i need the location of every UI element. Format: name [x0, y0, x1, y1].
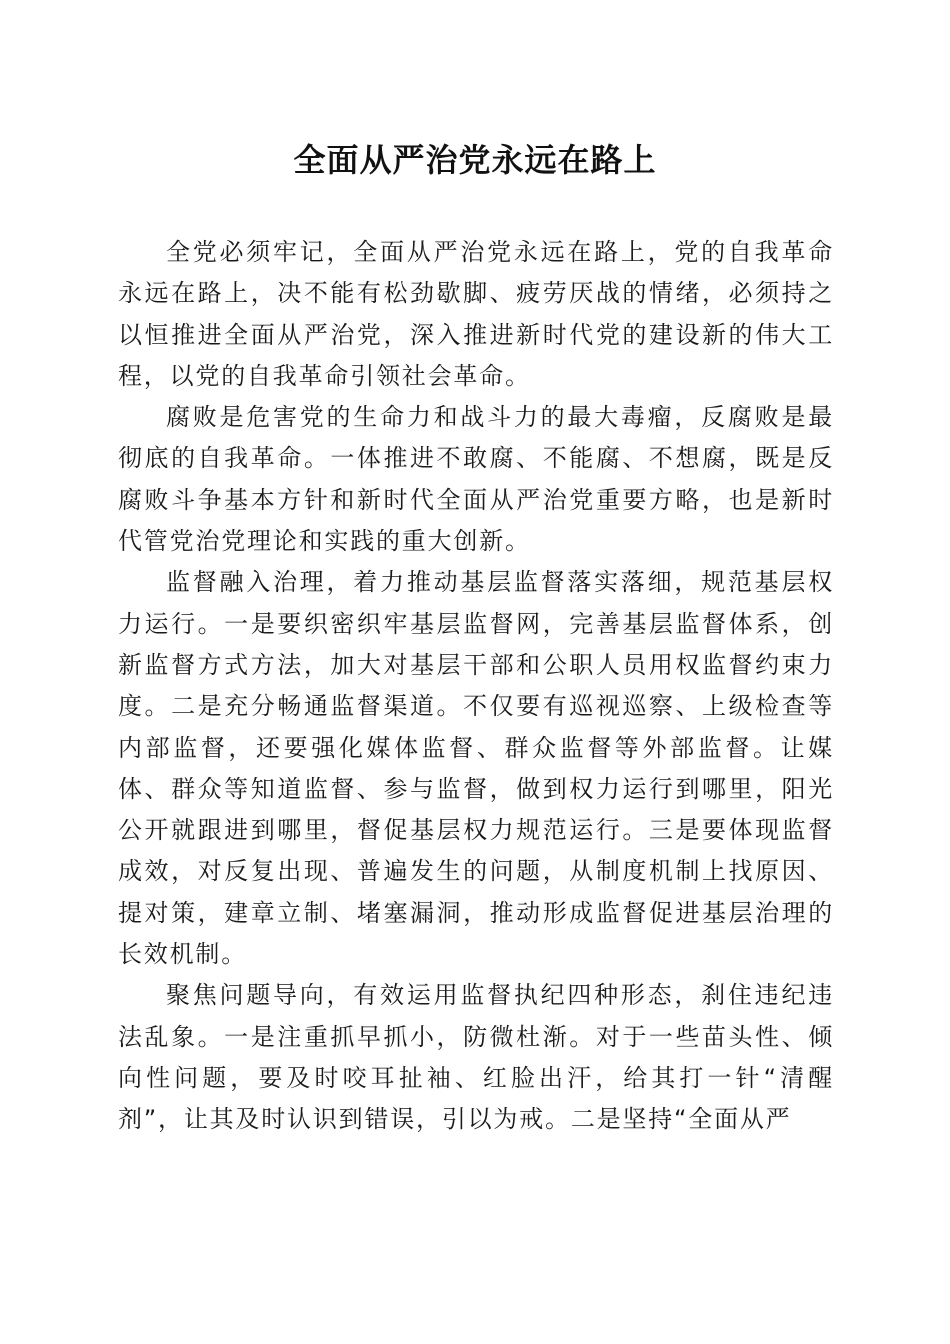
paragraph-1: 全党必须牢记，全面从严治党永远在路上，党的自我革命永远在路上，决不能有松劲歇脚、疲劳厌战的情绪，必须持之以恒推进全面从严治党，深入推进新时代党的建设新的伟大工程，以党的自我革命引领社会革命。 [118, 238, 834, 390]
document-title: 全面从严治党永远在路上 [293, 141, 657, 179]
document-body [118, 232, 834, 1141]
paragraph-3: 监督融入治理，着力推动基层监督落实落细，规范基层权力运行。一是要织密织牢基层监督网，完善基层监督体系，创新监督方式方法，加大对基层干部和公职人员用权监督约束力度。二是充分畅通监督渠道。不仅要有巡视巡察、上级检查等内部监督，还要强化媒体监督、群众监督等外部监督。让媒体、群众等知道监督、参与监督，做到权力运行到哪里，阳光公开就跟进到哪里，督促基层权力规范运行。三是要体现监督成效，对反复出现、普遍发生的问题，从制度机制上找原因、提对策，建章立制、堵塞漏洞，推动形成监督促进基层治理的长效机制。 [118, 568, 834, 969]
paragraph-2: 腐败是危害党的生命力和战斗力的最大毒瘤，反腐败是最彻底的自我革命。一体推进不敢腐、不能腐、不想腐，既是反腐败斗争基本方针和新时代全面从严治党重要方略，也是新时代管党治党理论和实践的重大创新。 [118, 403, 834, 556]
paragraph-4: 聚焦问题导向，有效运用监督执纪四种形态，刹住违纪违法乱象。一是注重抓早抓小，防微杜渐。对于一些苗头性、倾向性问题，要及时咬耳扯袖、红脸出汗，给其打一针“清醒剂”，让其及时认识到错误，引以为戒。二是坚持“全面从严 [118, 981, 834, 1134]
